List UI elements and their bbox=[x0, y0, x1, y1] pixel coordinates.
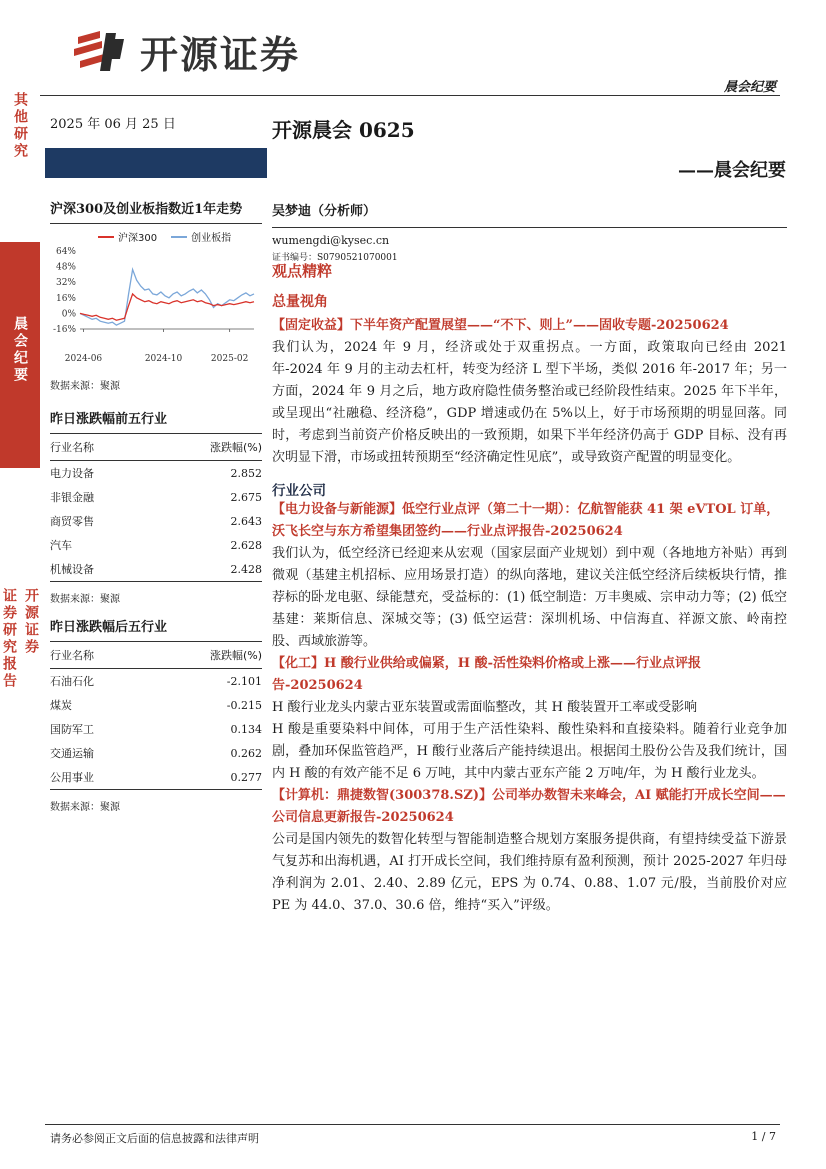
brand-logo-icon bbox=[70, 29, 130, 75]
author-name: 吴梦迪（分析师） bbox=[272, 204, 377, 219]
y-tick-label: -16% bbox=[52, 325, 76, 335]
x-tick-label: 2024-06 bbox=[64, 354, 103, 364]
col-header-industry: 行业名称 bbox=[50, 434, 147, 461]
industry-name: 煤炭 bbox=[50, 699, 72, 712]
y-tick-label: 16% bbox=[55, 293, 76, 304]
title-band bbox=[45, 148, 780, 178]
industry-change: 2.643 bbox=[230, 514, 262, 528]
header-divider bbox=[40, 95, 780, 96]
article-title[interactable]: 【化工】H 酸行业供给或偏紧，H 酸-活性染料价格或上涨——行业点评报告-20250624 bbox=[272, 656, 702, 693]
article-body: 我们认为，2024 年 9 月，经济或处于双重拐点。一方面，政策取向已经由 2021 年-2024 年 9 月的主动去杠杆，转变为经济 L 型下半场，类似 2016 年-2017 年；另一方面，2024 年 9 月之后，地方政府隐性债务整治或已经阶段性结束。2025 年下半年，或呈现出“社融稳、经济稳”，GDP 增速或仍在 5%以上，好于市场预期的明显回落。同时，考虑到当前资产价格反映出的一致预期，如果下半年经济仍高于 GDP 目标、没有再次明显下滑，市场或扭转预期至“经济确定性见底”，或导致资产配置的明显变化。 bbox=[272, 340, 787, 465]
table-row bbox=[50, 461, 262, 486]
author-block bbox=[272, 200, 787, 263]
y-tick-label: 48% bbox=[55, 262, 76, 273]
industry-change: 2.852 bbox=[230, 466, 262, 480]
chart-legend bbox=[98, 229, 231, 244]
legend-label: 创业板指 bbox=[191, 233, 232, 244]
y-tick-label: 64% bbox=[55, 247, 76, 257]
side-tab-label: 其他研究 bbox=[12, 92, 28, 160]
author-email[interactable]: wumengdi@kysec.cn bbox=[272, 234, 390, 247]
report-date: 2025 年 06 月 25 日 bbox=[50, 117, 176, 132]
author-cert: 证书编号：S0790521070001 bbox=[272, 253, 398, 263]
bottom-industries-title: 昨日涨跌幅后五行业 bbox=[50, 616, 262, 642]
top-industries-table bbox=[50, 434, 262, 582]
chart-source: 数据来源：聚源 bbox=[50, 381, 120, 392]
section-highlights: 观点精粹 bbox=[272, 262, 333, 280]
article-body: H 酸是重要染料中间体，可用于生产活性染料、酸性染料和直接染料。随着行业竞争加剧，叠加环保监管趋严，H 酸行业落后产能持续退出。根据闰土股份公告及我们统计，国内 H 酸的有效产能不足 6 万吨，其中内蒙古亚东产能 2 万吨/年，为 H 酸行业龙头。 bbox=[272, 722, 787, 781]
legend-item-hs300 bbox=[98, 229, 157, 244]
x-tick-label: 2024-10 bbox=[144, 354, 183, 364]
industry-change: 2.675 bbox=[230, 490, 262, 504]
industry-change: -2.101 bbox=[226, 674, 262, 688]
industry-change: 0.134 bbox=[230, 722, 262, 736]
bottom-industries-section bbox=[50, 616, 262, 813]
industry-name: 石油石化 bbox=[50, 675, 94, 688]
y-tick-label: 32% bbox=[55, 278, 76, 289]
page-number: 1 / 7 bbox=[751, 1130, 776, 1143]
industry-name: 公用事业 bbox=[50, 765, 147, 790]
bottom-industries-source: 数据来源：聚源 bbox=[50, 802, 120, 813]
table-row bbox=[50, 509, 262, 533]
x-tick-label: 2025-02 bbox=[210, 354, 249, 364]
y-tick-label: 0% bbox=[61, 309, 76, 320]
section-industry: 行业公司 bbox=[272, 483, 326, 499]
industry-change: 0.262 bbox=[230, 746, 262, 760]
side-tab-other-research bbox=[0, 84, 40, 242]
legend-label: 沪深300 bbox=[118, 233, 158, 244]
table-row bbox=[50, 693, 262, 717]
side-tab-label: 晨会纪要 bbox=[12, 316, 28, 384]
section-macro: 总量视角 bbox=[272, 294, 328, 310]
legend-item-gem bbox=[171, 229, 231, 244]
top-industries-section bbox=[50, 408, 262, 605]
article-title[interactable]: 【固定收益】下半年资产配置展望——“不下、则上”——固收专题-20250624 bbox=[272, 318, 729, 333]
industry-change: 2.628 bbox=[230, 538, 262, 552]
table-row bbox=[50, 533, 262, 557]
side-tab-broker bbox=[0, 468, 40, 1169]
col-header-industry: 行业名称 bbox=[50, 642, 147, 669]
article-body: 公司是国内领先的数智化转型与智能制造整合规划方案服务提供商，有望持续受益下游景气复苏和出海机遇，AI 打开成长空间，我们维持原有盈利预测，预计 2025-2027 年归母净利润为 2.01、2.40、2.89 亿元，EPS 为 0.74、0.88、1.07 元/股，当前股价对应 PE 为 44.0、37.0、30.6 倍，维持“买入”评级。 bbox=[272, 832, 787, 913]
article-body: 我们认为，低空经济已经迎来从宏观（国家层面产业规划）到中观（各地地方补贴）再到微观（基建主机招标、应用场景打造）的纵向落地，建议关注低空经济后续板块行情，推荐标的卧龙电驱、绿能慧充，受益标的：(1) 低空制造：万丰奥威、宗申动力等；(2) 低空基建：莱斯信息、深城交等；(3) 低空运营：深圳机场、中信海直、祥源文旅、岭南控股、西域旅游等。 bbox=[272, 546, 787, 649]
industry-name: 商贸零售 bbox=[50, 515, 94, 528]
industry-name: 机械设备 bbox=[50, 557, 147, 582]
top-industries-title: 昨日涨跌幅前五行业 bbox=[50, 408, 262, 434]
main-content bbox=[272, 260, 787, 917]
table-row bbox=[50, 669, 262, 694]
side-tab-label: 开源证券 bbox=[23, 588, 39, 656]
table-row bbox=[50, 485, 262, 509]
top-industries-source: 数据来源：聚源 bbox=[50, 594, 120, 605]
index-chart-section bbox=[50, 198, 262, 224]
series-line bbox=[80, 294, 254, 320]
table-row bbox=[50, 765, 262, 790]
brand-name: 开源证券 bbox=[140, 33, 301, 77]
table-row bbox=[50, 557, 262, 582]
side-tab-strip bbox=[0, 0, 40, 1169]
industry-name: 交通运输 bbox=[50, 747, 94, 760]
col-header-change: 涨跌幅(%) bbox=[147, 642, 262, 669]
industry-change: 2.428 bbox=[147, 557, 262, 582]
industry-change: 0.277 bbox=[147, 765, 262, 790]
index-trend-chart bbox=[50, 225, 262, 370]
report-title: 开源晨会 0625 bbox=[272, 118, 415, 142]
side-tab-label: 证券研究报告 bbox=[1, 588, 17, 690]
industry-name: 国防军工 bbox=[50, 723, 94, 736]
industry-change: -0.215 bbox=[226, 698, 262, 712]
author-divider bbox=[272, 227, 787, 228]
table-row bbox=[50, 717, 262, 741]
industry-name: 非银金融 bbox=[50, 491, 94, 504]
footer-divider bbox=[45, 1124, 780, 1125]
chart-section-title: 沪深300及创业板指数近1年走势 bbox=[50, 198, 262, 224]
report-subtitle: ——晨会纪要 bbox=[678, 160, 786, 181]
series-line bbox=[80, 270, 254, 326]
industry-name: 电力设备 bbox=[50, 467, 94, 480]
col-header-change: 涨跌幅(%) bbox=[147, 434, 262, 461]
header-tag: 晨会纪要 bbox=[723, 80, 776, 95]
article-lead: H 酸行业龙头内蒙古亚东装置或需面临整改，其 H 酸装置开工率或受影响 bbox=[272, 700, 698, 715]
brand-logo bbox=[70, 24, 300, 79]
footer-disclaimer: 请务必参阅正文后面的信息披露和法律声明 bbox=[50, 1132, 259, 1145]
side-tab-morning-meeting bbox=[0, 242, 40, 468]
table-row bbox=[50, 741, 262, 765]
chart-plot bbox=[50, 225, 262, 370]
article-title[interactable]: 【计算机：鼎捷数智(300378.SZ)】公司举办数智未来峰会，AI 赋能打开成长空间——公司信息更新报告-20250624 bbox=[272, 788, 786, 825]
bottom-industries-table bbox=[50, 642, 262, 790]
article-title[interactable]: 【电力设备与新能源】低空行业点评（第二十一期）：亿航智能获 41 架 eVTOL 订单，沃飞长空与东方希望集团签约——行业点评报告-20250624 bbox=[272, 502, 780, 539]
industry-name: 汽车 bbox=[50, 539, 72, 552]
